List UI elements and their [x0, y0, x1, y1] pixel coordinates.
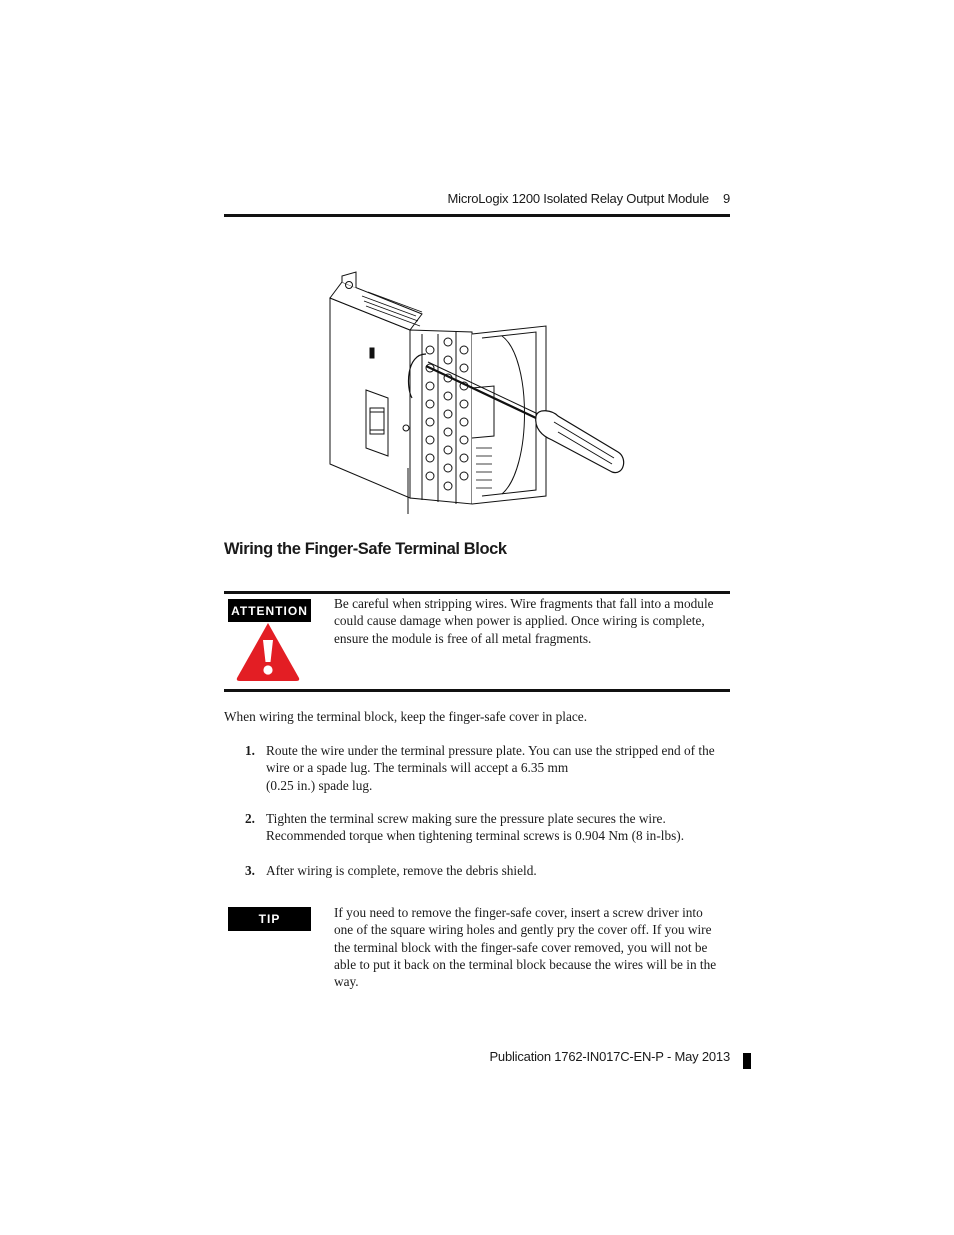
step-text — [266, 742, 730, 794]
step-text — [266, 810, 730, 845]
attention-line: ensure the module is free of all metal fragments. — [334, 630, 592, 646]
step-text — [266, 862, 730, 879]
intro-paragraph: When wiring the terminal block, keep the finger-safe cover in place. — [224, 709, 588, 724]
attention-top-rule — [224, 591, 730, 594]
section-heading: Wiring the Finger-Safe Terminal Block — [224, 540, 507, 558]
warning-icon — [234, 620, 302, 682]
step-line: Route the wire under the terminal pressure plate. You can use the stripped end of the — [266, 743, 715, 758]
tip-line: way. — [334, 974, 359, 990]
tip-line: able to put it back on the terminal block because the wires will be in the — [334, 956, 717, 972]
running-header — [448, 191, 731, 206]
tip-text — [334, 904, 730, 990]
attention-label: ATTENTION — [228, 599, 311, 622]
attention-text — [334, 595, 730, 647]
terminal-block-wiring-illustration — [322, 268, 632, 516]
tip-line: one of the square wiring holes and gently pry the cover off. If you wire — [334, 922, 712, 938]
list-item — [224, 862, 730, 880]
step-line: Tighten the terminal screw making sure the pressure plate secures the wire. — [266, 811, 666, 826]
attention-line: Be careful when stripping wires. Wire fragments that fall into a module — [334, 596, 714, 611]
publication-footer: Publication 1762-IN017C-EN-P - May 2013 — [489, 1049, 730, 1064]
attention-line: could cause damage when power is applied. Once wiring is complete, — [334, 613, 705, 629]
step-line: Recommended torque when tightening terminal screws is 0.904 Nm (8 in-lbs). — [266, 828, 685, 844]
step-number: 2. — [245, 811, 255, 826]
step-line: After wiring is complete, remove the debris shield. — [266, 863, 537, 878]
step-line: (0.25 in.) spade lug. — [266, 777, 373, 793]
step-number: 1. — [245, 743, 255, 758]
page-number: 9 — [722, 191, 730, 206]
page-edge-marker — [743, 1053, 751, 1069]
step-number: 3. — [245, 863, 255, 878]
list-item — [224, 810, 730, 846]
tip-label: TIP — [228, 907, 311, 931]
tip-line: the terminal block with the finger-safe cover removed, you will not be — [334, 939, 708, 955]
tip-line: If you need to remove the finger-safe cover, insert a screw driver into — [334, 905, 703, 920]
header-title: MicroLogix 1200 Isolated Relay Output Module — [447, 191, 709, 206]
step-line: wire or a spade lug. The terminals will accept a 6.35 mm — [266, 760, 569, 776]
attention-bottom-rule — [224, 689, 730, 692]
header-rule — [224, 214, 730, 217]
list-item — [224, 742, 730, 796]
